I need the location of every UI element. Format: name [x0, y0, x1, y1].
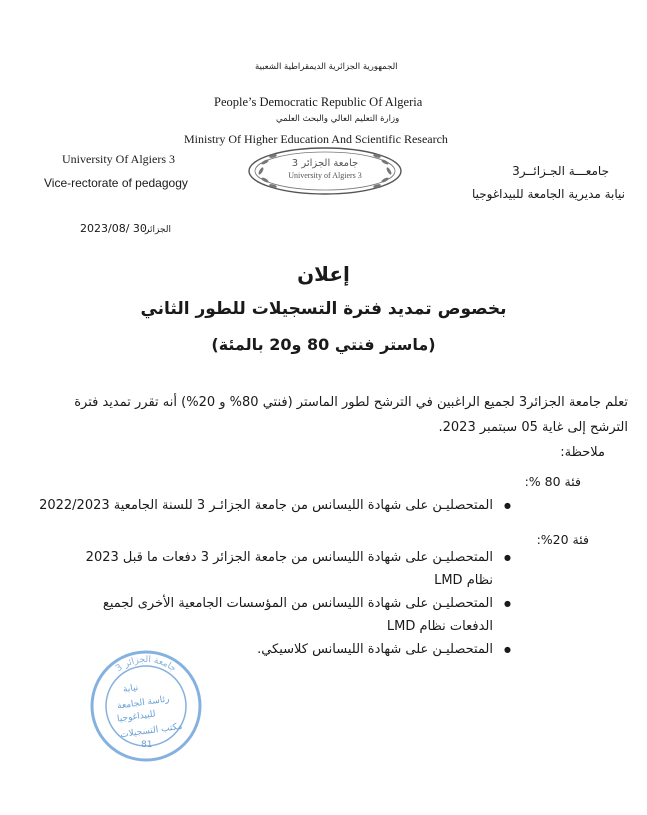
list-item: ● المتحصليـن على شهادة الليسانس من المؤسسات الجامعية الأخرى لجميع الدفعات نظام LMD — [77, 592, 507, 638]
university-name-arabic: جامعـــة الجـزائــر3 — [512, 164, 609, 178]
date-place-label: الجزائر: — [142, 225, 172, 235]
university-name-english: University Of Algiers 3 — [62, 152, 175, 166]
stamp-number: 81 — [141, 740, 153, 750]
list-item: ● المتحصليـن على شهادة الليسانس كلاسيكي. — [77, 638, 507, 661]
header-english-ministry: Ministry Of Higher Education And Scientific Research — [184, 132, 448, 146]
announcement-subtitle: بخصوص تمديد فترة التسجيلات للطور الثاني — [140, 299, 507, 319]
category-80-list — [39, 494, 507, 517]
announcement-title: إعلان — [297, 262, 350, 286]
header-english-republic: People’s Democratic Republic Of Algeria — [214, 95, 423, 109]
logo-arabic-text: جامعة الجزائر 3 — [291, 158, 359, 169]
header-arabic-ministry: وزارة التعليم العالي والبحث العلمي — [276, 114, 400, 124]
vice-rectorate-arabic: نيابة مديرية الجامعة للبيداغوجيا — [471, 187, 625, 201]
stamp-line-4: مكتب التسجيلات — [119, 721, 183, 741]
date-value: 2023/08/ 30 — [80, 222, 147, 235]
category-20-list — [77, 546, 507, 661]
vice-rectorate-english: Vice-rectorate of pedagogy — [44, 176, 188, 190]
stamp-line-2: رئاسة الجامعة — [116, 694, 171, 712]
note-label: ملاحظة: — [560, 445, 605, 460]
header-arabic-republic: الجمهورية الجزائرية الديمقراطية الشعبية — [255, 62, 398, 72]
announcement-subtitle-2: (ماستر فنتي 80 و20 بالمئة) — [211, 335, 436, 354]
stamp-line-1: نيابة — [122, 682, 139, 696]
category-20-label: فئة 20%: — [536, 532, 589, 547]
stamp-line-3: للبيداغوجيا — [116, 709, 157, 725]
list-item: ● المتحصليـن على شهادة الليسانس من جامعة الجزائـر 3 للسنة الجامعية 2022/2023 — [87, 494, 507, 517]
announcement-body: تعلم جامعة الجزائر3 لجميع الراغبين في الترشح لطور الماستر (فنتي 80% و 20%) أنه تقرر تمديد فترة الترشح إلى غاية 05 سبتمبر 2023. — [74, 395, 628, 435]
university-logo — [245, 145, 405, 197]
stamp-ring-text: جامعة الجزائر 3 — [114, 654, 178, 675]
category-80-label: فئة 80 %: — [524, 474, 581, 489]
logo-english-text: University of Algiers 3 — [288, 171, 362, 180]
list-item: ● المتحصليـن على شهادة الليسانس من جامعة الجزائر 3 دفعات ما قبل 2023 نظام LMD — [77, 546, 507, 592]
